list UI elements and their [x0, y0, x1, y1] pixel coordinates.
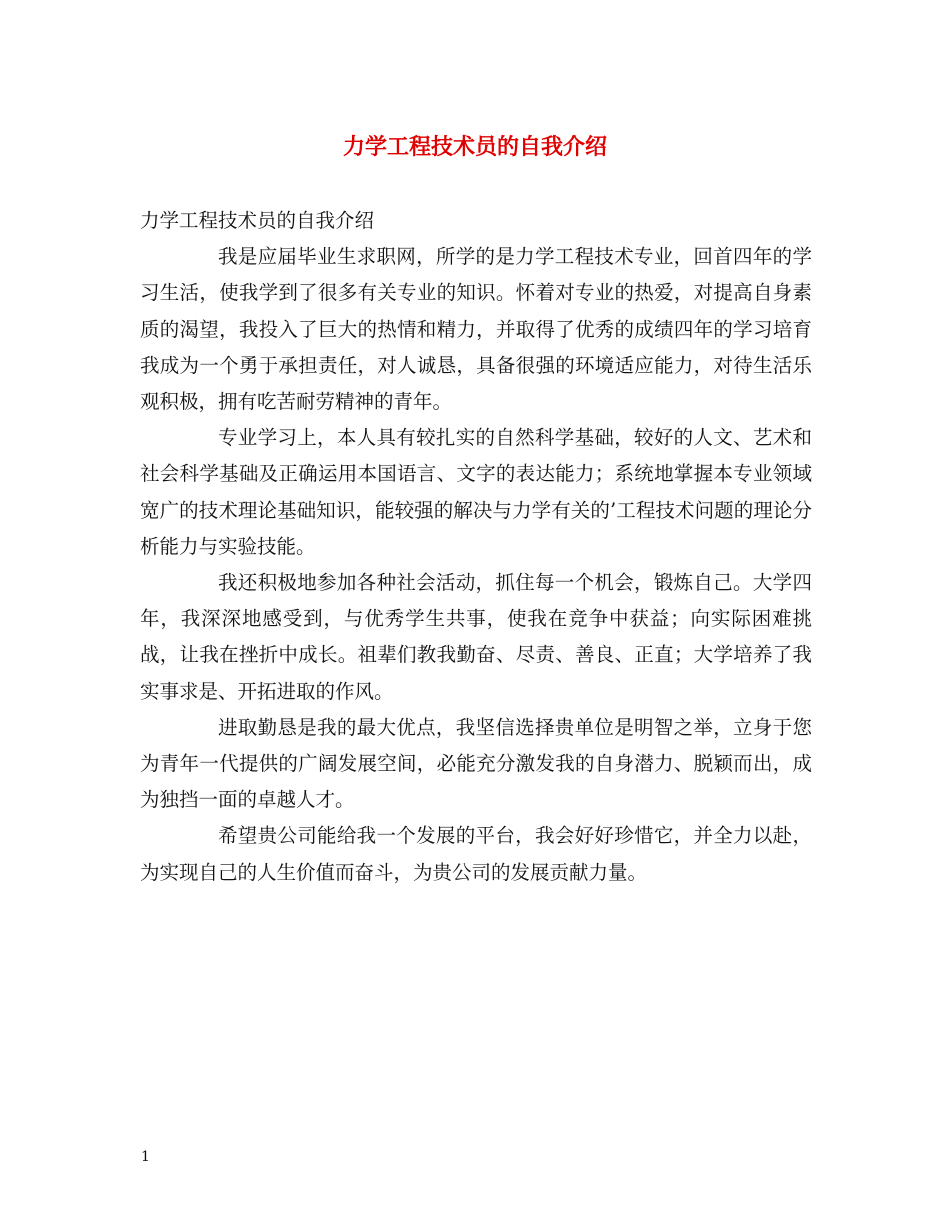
- paragraph-2: 专业学习上，本人具有较扎实的自然科学基础，较好的人文、艺术和社会科学基础及正确运用本国语言、文字的表达能力；系统地掌握本专业领域宽广的技术理论基础知识，能较强的解决与力学有关的’工程技术问题的理论分析能力与实验技能。: [140, 426, 812, 558]
- page-number: 1: [141, 1149, 150, 1165]
- document-subtitle: 力学工程技术员的自我介绍: [140, 209, 375, 232]
- paragraph-1: 我是应届毕业生求职网，所学的是力学工程技术专业，回首四年的学习生活，使我学到了很多有关专业的知识。怀着对专业的热爱，对提高自身素质的渴望，我投入了巨大的热情和精力，并取得了优秀的成绩四年的学习培育我成为一个勇于承担责任，对人诚恳，具备很强的环境适应能力，对待生活乐观积极，拥有吃苦耐劳精神的青年。: [140, 245, 812, 414]
- paragraph-3: 我还积极地参加各种社会活动，抓住每一个机会，锻炼自己。大学四年，我深深地感受到，与优秀学生共事，使我在竞争中获益；向实际困难挑战，让我在挫折中成长。祖辈们教我勤奋、尽责、善良、正直；大学培养了我实事求是、开拓进取的作风。: [140, 571, 812, 703]
- paragraph-4: 进取勤恳是我的最大优点，我坚信选择贵单位是明智之举，立身于您为青年一代提供的广阔发展空间，必能充分激发我的自身潜力、脱颖而出，成为独挡一面的卓越人才。: [140, 715, 812, 812]
- document-body: [140, 203, 812, 891]
- document-title: 力学工程技术员的自我介绍: [342, 134, 607, 160]
- paragraph-5: 希望贵公司能给我一个发展的平台，我会好好珍惜它，并全力以赴，为实现自己的人生价值而奋斗，为贵公司的发展贡献力量。: [140, 824, 812, 884]
